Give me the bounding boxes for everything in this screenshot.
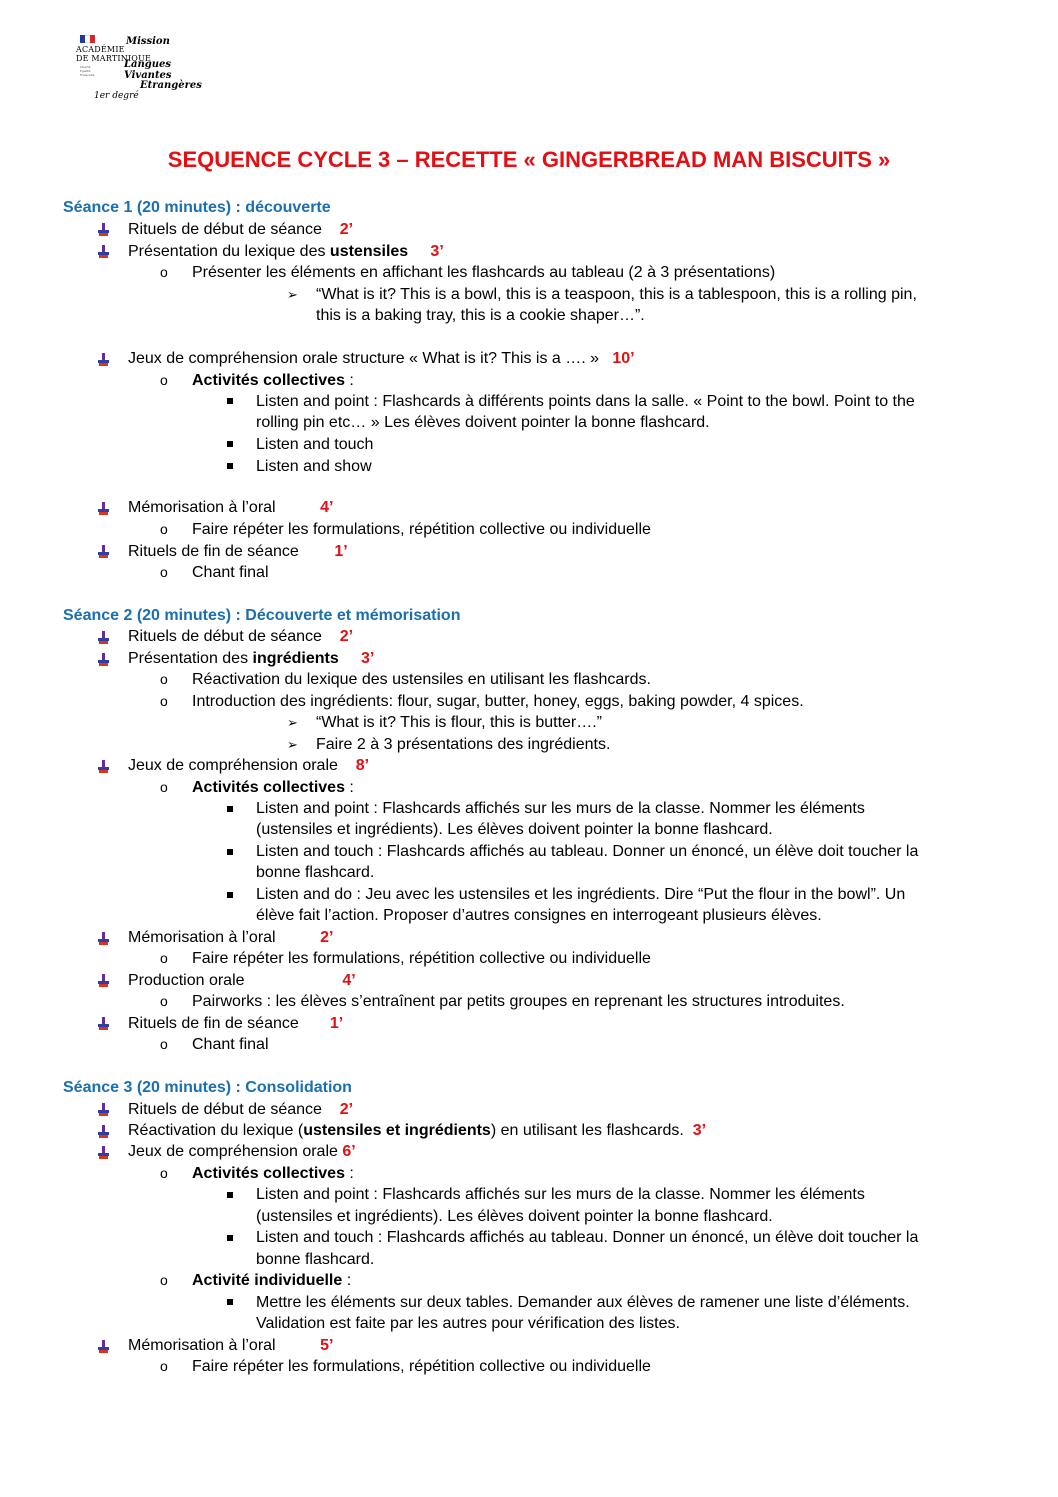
list-item: Rituels de début de séance 2’	[128, 628, 354, 645]
list-item: Production orale 4’	[128, 972, 356, 989]
list-item-continuation: (ustensiles et ingrédients). Les élèves doivent pointer la bonne flashcard.	[256, 1208, 773, 1225]
bullet-icon	[98, 245, 110, 258]
bullet-icon	[98, 223, 110, 236]
list-item: Faire répéter les formulations, répétition collective ou individuelle	[192, 950, 651, 967]
list-item: Listen and show	[256, 458, 372, 475]
list-item: Listen and point : Flashcards à différents points dans la salle. « Point to the bowl. Point to the	[256, 393, 915, 410]
seance-3-heading: Séance 3 (20 minutes) : Consolidation	[63, 1079, 352, 1096]
list-item-continuation: bonne flashcard.	[256, 1251, 375, 1268]
square-bullet-icon	[227, 398, 233, 404]
duration-badge: 2’	[339, 221, 354, 238]
list-item: Pairworks : les élèves s’entraînent par petits groupes en reprenant les structures introduites.	[192, 993, 845, 1010]
circle-bullet-icon: o	[160, 521, 168, 537]
duration-badge: 3’	[692, 1122, 707, 1139]
list-item: Listen and do : Jeu avec les ustensiles et les ingrédients. Dire “Put the flour in the bowl”. Un	[256, 886, 906, 903]
duration-badge: 2’	[339, 1101, 354, 1118]
bullet-icon	[98, 545, 110, 558]
duration-badge: 5’	[320, 1337, 334, 1354]
list-item: Présentation des ingrédients 3’	[128, 650, 375, 667]
list-item: Listen and point : Flashcards affichés sur les murs de la classe. Nommer les éléments	[256, 1186, 865, 1203]
bullet-icon	[98, 932, 110, 945]
duration-badge: 4’	[320, 499, 334, 516]
list-item: Chant final	[192, 564, 269, 581]
bullet-icon	[98, 653, 110, 666]
duration-badge: 4’	[342, 972, 356, 989]
list-item: Mémorisation à l’oral 2’	[128, 929, 334, 946]
list-item-continuation: (ustensiles et ingrédients). Les élèves doivent pointer la bonne flashcard.	[256, 821, 773, 838]
logo-motto: Liberté Égalité Fraternité	[80, 65, 95, 77]
list-item: Rituels de fin de séance 1’	[128, 543, 348, 560]
list-item: Activités collectives :	[192, 1165, 354, 1182]
flag-icon	[80, 35, 95, 43]
seance-1-heading: Séance 1 (20 minutes) : découverte	[63, 199, 331, 216]
list-item: Faire répéter les formulations, répétition collective ou individuelle	[192, 521, 651, 538]
square-bullet-icon	[227, 806, 233, 812]
logo-script-3: Etrangères	[140, 80, 202, 91]
duration-badge: 2’	[320, 929, 334, 946]
list-item: Faire 2 à 3 présentations des ingrédients.	[316, 736, 611, 753]
list-item-continuation: this is a baking tray, this is a cookie shaper…”.	[316, 307, 645, 324]
duration-badge: 2’	[339, 628, 354, 645]
arrow-bullet-icon: ➢	[287, 737, 298, 752]
list-item: Réactivation du lexique des ustensiles en utilisant les flashcards.	[192, 671, 651, 688]
duration-badge: 3’	[361, 650, 375, 667]
logo-script-2: Langues Vivantes	[124, 59, 172, 81]
circle-bullet-icon: o	[160, 372, 168, 388]
square-bullet-icon	[227, 441, 233, 447]
bullet-icon	[98, 1017, 110, 1030]
duration-badge: 3’	[430, 243, 444, 260]
square-bullet-icon	[227, 849, 233, 855]
duration-badge: 1’	[329, 1015, 344, 1032]
list-item: Jeux de compréhension orale structure « What is it? This is a …. » 10’	[128, 350, 635, 367]
circle-bullet-icon: o	[160, 1165, 168, 1181]
list-item-continuation: Validation est faite par les autres pour vérification des listes.	[256, 1315, 680, 1332]
list-item-continuation: bonne flashcard.	[256, 864, 375, 881]
academy-logo	[74, 30, 204, 108]
square-bullet-icon	[227, 1192, 233, 1198]
logo-script-4: 1er degré	[94, 91, 139, 101]
logo-script-1: Mission	[126, 36, 170, 47]
list-item: “What is it? This is a bowl, this is a teaspoon, this is a tablespoon, this is a rolling pin,	[316, 286, 917, 303]
logo-academy-name: ACADÉMIE DE MARTINIQUE	[76, 45, 152, 63]
list-item: Listen and touch : Flashcards affichés au tableau. Donner un énoncé, un élève doit toucher la	[256, 1229, 919, 1246]
circle-bullet-icon: o	[160, 779, 168, 795]
list-item-continuation: élève fait l’action. Proposer d’autres consignes en interrogeant plusieurs élèves.	[256, 907, 822, 924]
circle-bullet-icon: o	[160, 1358, 168, 1374]
list-item: Listen and point : Flashcards affichés sur les murs de la classe. Nommer les éléments	[256, 800, 865, 817]
list-item: Chant final	[192, 1036, 269, 1053]
duration-badge: 6’	[342, 1143, 356, 1160]
list-item: Listen and touch : Flashcards affichés au tableau. Donner un énoncé, un élève doit toucher la	[256, 843, 919, 860]
circle-bullet-icon: o	[160, 1036, 168, 1052]
circle-bullet-icon: o	[160, 671, 168, 687]
square-bullet-icon	[227, 463, 233, 469]
duration-badge: 10’	[612, 350, 635, 367]
bullet-icon	[98, 631, 110, 644]
seance-2-heading: Séance 2 (20 minutes) : Découverte et mémorisation	[63, 607, 461, 624]
bullet-icon	[98, 502, 110, 515]
circle-bullet-icon: o	[160, 1272, 168, 1288]
list-item: Faire répéter les formulations, répétition collective ou individuelle	[192, 1358, 651, 1375]
list-item: Jeux de compréhension orale 8’	[128, 757, 370, 774]
list-item: Rituels de début de séance 2’	[128, 1101, 354, 1118]
list-item: Introduction des ingrédients: flour, sugar, butter, honey, eggs, baking powder, 4 spices.	[192, 693, 804, 710]
bullet-icon	[98, 1340, 110, 1353]
circle-bullet-icon: o	[160, 950, 168, 966]
duration-badge: 1’	[334, 543, 348, 560]
arrow-bullet-icon: ➢	[287, 287, 298, 302]
bullet-icon	[98, 353, 110, 366]
list-item: Rituels de début de séance 2’	[128, 221, 354, 238]
circle-bullet-icon: o	[160, 564, 168, 580]
list-item: Mémorisation à l’oral 4’	[128, 499, 334, 516]
duration-badge: 8’	[355, 757, 370, 774]
list-item: Activités collectives :	[192, 372, 354, 389]
circle-bullet-icon: o	[160, 993, 168, 1009]
arrow-bullet-icon: ➢	[287, 715, 298, 730]
bullet-icon	[98, 974, 110, 987]
list-item: “What is it? This is flour, this is butter….”	[316, 714, 603, 731]
square-bullet-icon	[227, 892, 233, 898]
page-title: SEQUENCE CYCLE 3 – RECETTE « GINGERBREAD MAN BISCUITS »	[167, 147, 891, 172]
circle-bullet-icon: o	[160, 264, 168, 280]
list-item: Activités collectives :	[192, 779, 354, 796]
list-item: Activité individuelle :	[192, 1272, 352, 1289]
bullet-icon	[98, 1146, 110, 1159]
list-item: Mettre les éléments sur deux tables. Demander aux élèves de ramener une liste d’éléments.	[256, 1294, 910, 1311]
list-item: Réactivation du lexique (ustensiles et ingrédients) en utilisant les flashcards. 3’	[128, 1122, 707, 1139]
list-item: Listen and touch	[256, 436, 374, 453]
list-item: Jeux de compréhension orale 6’	[128, 1143, 356, 1160]
circle-bullet-icon: o	[160, 693, 168, 709]
list-item: Rituels de fin de séance 1’	[128, 1015, 344, 1032]
square-bullet-icon	[227, 1299, 233, 1305]
list-item-continuation: rolling pin etc… » Les élèves doivent pointer la bonne flashcard.	[256, 414, 710, 431]
list-item: Présenter les éléments en affichant les flashcards au tableau (2 à 3 présentations)	[192, 264, 776, 281]
square-bullet-icon	[227, 1235, 233, 1241]
list-item: Mémorisation à l’oral 5’	[128, 1337, 334, 1354]
list-item: Présentation du lexique des ustensiles 3’	[128, 243, 444, 260]
bullet-icon	[98, 1125, 110, 1138]
bullet-icon	[98, 760, 110, 773]
bullet-icon	[98, 1103, 110, 1116]
